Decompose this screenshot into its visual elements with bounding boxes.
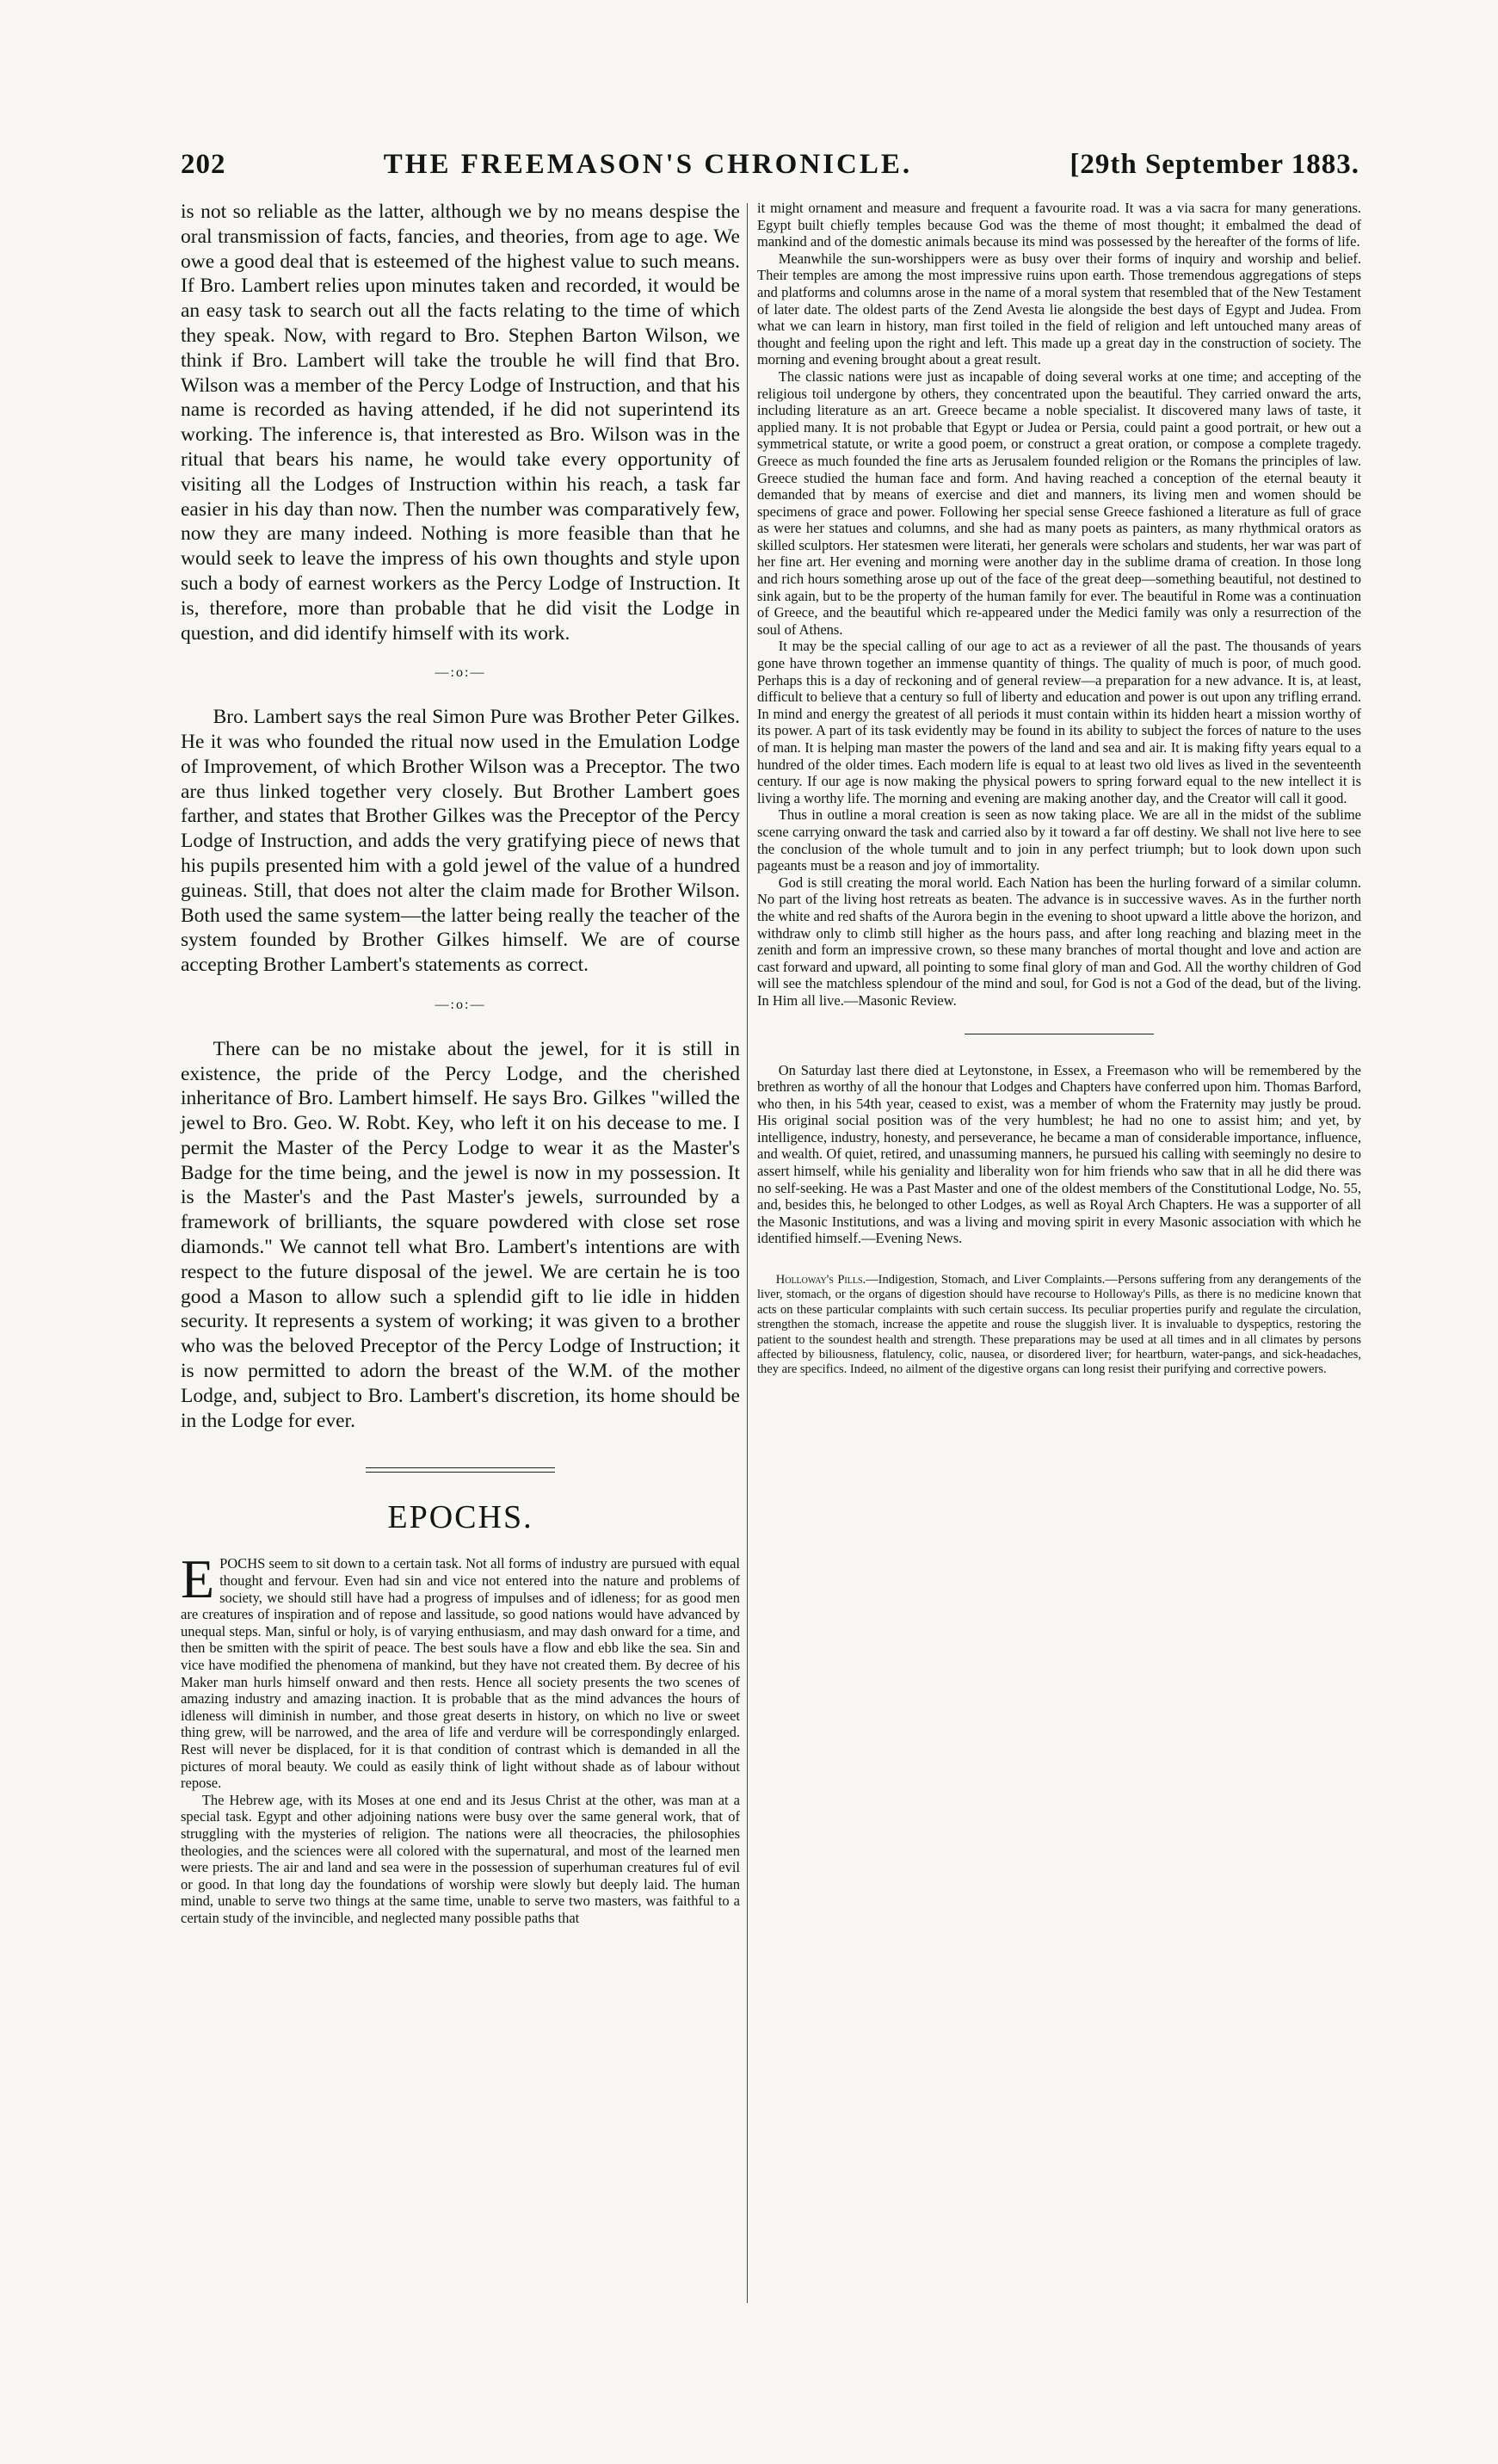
epochs-paragraph: it might ornament and measure and frequent a favourite road. It was a via sacra for many generations. Egypt built chiefly temples because God was the theme of most thought; it embalmed the dead of mankind and of the domestic animals because its mind was possessed by the hereafter of the forms of life. xyxy=(757,200,1361,250)
right-column xyxy=(757,200,1361,1378)
epochs-paragraph: Meanwhile the sun-worshippers were as busy over their forms of inquiry and worship and belief. Their temples are among the most impressive ruins upon earth. Those tremendous aggregations of steps and platforms and columns arose in the name of a moral system that resembled that of the New Testament of later date. The oldest parts of the Zend Avesta lie alongside the best days of Egypt and Judea. From what we can learn in history, man first toiled in the field of religion and left untouched many areas of thought and feeling upon the right and left. This made up a great day in the construction of society. The morning and evening brought about a great result. xyxy=(757,250,1361,368)
drop-cap: E xyxy=(181,1548,215,1610)
epochs-heading-block xyxy=(181,1467,740,1536)
section-heading: EPOCHS. xyxy=(387,1499,533,1536)
left-column xyxy=(181,200,740,1927)
section-separator: —:o:— xyxy=(435,997,486,1012)
article-paragraph: There can be no mistake about the jewel, for it is still in existence, the pride of the Percy Lodge, and the cherished inheritance of Bro. Lambert himself. He says Bro. Gilkes "willed the jewel to Bro. Geo. W. Robt. Key, who left it on his decease to me. I permit the Master of the Percy Lodge to wear it as the Master's Badge for the time being, and the jewel is now in my possession. It is the Master's and the Past Master's jewels, surrounded by a framework of brilliants, the square powdered with close set rose diamonds." We cannot tell what Bro. Lambert's intentions are with respect to the future disposal of the jewel. We are certain he is too good a Mason to allow such a splendid gift to lie idle in hidden security. It represents a system of working; it was given to a brother who was the beloved Preceptor of the Percy Lodge of Instruction; it is now permitted to adorn the breast of the W.M. of the mother Lodge, and, subject to Bro. Lambert's discretion, its home should be in the Lodge for ever. xyxy=(181,1037,740,1432)
article-paragraph: Bro. Lambert says the real Simon Pure was Brother Peter Gilkes. He it was who founded the ritual now used in the Emulation Lodge of Improvement, of which Brother Wilson was a Preceptor. The two are thus linked together very closely. But Brother Lambert goes farther, and states that Brother Gilkes was the Preceptor of the Percy Lodge of Instruction, and adds the very gratifying piece of news that his pupils presented him with a gold jewel of the value of a hundred guineas. Still, that does not alter the claim made for Brother Wilson. Both used the same system—the latter being really the teacher of the system founded by Brother Gilkes himself. We are of course accepting Brother Lambert's statements as correct. xyxy=(181,706,740,977)
advertisement-lead: Holloway's Pills. xyxy=(775,1273,866,1288)
advertisement-body: —Indigestion, Stomach, and Liver Complaints.—Persons suffering from any derangements of the liver, stomach, or the organs of digestion should have recourse to Holloway's Pills, as there is no medicine known that acts on these particular complaints with such certain success. Its peculiar properties purify and regulate the circulation, strengthen the stomach, increase the appetite and rouse the sluggish liver. It is invaluable to dyspeptics, restoring the patient to the soundest health and strength. These preparations may be used at all times and in all climates by persons affected by biliousness, flatulency, colic, nausea, or disordered liver; for heartburn, water-pangs, and sick-headaches, they are specifics. Indeed, no ailment of the digestive organs can long resist their purifying and corrective powers. xyxy=(757,1273,1361,1377)
page-number: 202 xyxy=(181,149,226,180)
article-paragraph: is not so reliable as the latter, although we by no means despise the oral transmission of facts, fancies, and theories, from age to age. We owe a good deal that is esteemed of the highest value to such means. If Bro. Lambert relies upon minutes taken and recorded, it would be an easy task to search out all the facts relating to the time of which they speak. Now, with regard to Bro. Stephen Barton Wilson, we think if Bro. Lambert will take the trouble he will find that Bro. Wilson was a member of the Percy Lodge of Instruction, and that his name is recorded as having attended, if he did not superintend its working. The inference is, that interested as Bro. Wilson was in the ritual that bears his name, he would take every opportunity of visiting all the Lodges of Instruction within his reach, a task far easier in his day than now. Then the number was comparatively few, now they are many indeed. Nothing is more feasible than that he would seek to leave the impress of his own thoughts and style upon such a body of earnest workers as the Percy Lodge of Instruction. It is, therefore, more than probable that he did visit the Lodge in question, and did identify himself with its work. xyxy=(181,201,740,645)
obituary-paragraph: On Saturday last there died at Leytonstone, in Essex, a Freemason who will be remembered by the brethren as worthy of all the honour that Lodges and Chapters have conferred upon him. Thomas Barford, who then, in his 54th year, ceased to exist, was a member of whom the Fraternity may justly be proud. His original social position was of the very humblest; he had no one to assist him; and yet, by intelligence, industry, honesty, and perseverance, he became a man of considerable importance, influence, and wealth. Of quiet, retired, and unassuming manners, he pursued his calling with seemingly no desire to assert himself, while his geniality and liberality won for him friends who saw that in all he did there was no self-seeking. He was a Past Master and one of the oldest members of the Constitutional Lodge, No. 55, and, besides this, he belonged to other Lodges, as well as Royal Arch Chapters. He was a supporter of all the Masonic Institutions, and was a living and moving spirit in every Masonic association with which he identified himself.—Evening News. xyxy=(757,1061,1361,1247)
publication-title: THE FREEMASON'S CHRONICLE. xyxy=(383,149,913,180)
epochs-paragraph xyxy=(181,1548,740,1792)
heading-rule xyxy=(366,1472,555,1473)
column-divider xyxy=(747,203,748,2303)
heading-rule xyxy=(366,1467,555,1468)
epochs-paragraph: It may be the special calling of our age to act as a reviewer of all the past. The thousands of years gone have thrown together an immense quantity of things. The quality of much is poor, of much good. Perhaps this is a day of reckoning and of general review—a preparation for a new advance. It is, at least, difficult to believe that a century so full of liberty and education and power is out upon any trifling errand. In mind and energy the greatest of all periods it must contain within its hidden heart a mission worthy of its power. A part of its task evidently may be found in its ability to subject the forces of nature to the uses of man. It is helping man master the powers of the land and sea and air. It is making fifty years equal to a hundred of the older times. Each modern life is equal to at least two old lives as lived in the seventeenth century. If our age is now making the physical powers to spring forward equal to the new intellect it is living a worthy life. The morning and evening are making another day, and the Creator will call it good. xyxy=(757,638,1361,806)
masthead xyxy=(181,129,1359,181)
epochs-paragraph: God is still creating the moral world. Each Nation has been the hurling forward of a similar column. No part of the living host retreats as beaten. The advance is in successive waves. As in the further north the white and red shafts of the Aurora begin in the evening to shoot upward a little above the horizon, and withdraw only to climb still higher as the hours pass, and after long reaching and blazing meet in the zenith and form an impressive crown, so these many branches of mortal thought and love and action are cast forward and upward, all pointing to some final glory of man and God. All the worthy children of God will see the matchless splendour of the mind and soul, for God is not a God of the dead, but of the living. In Him all live.—Masonic Review. xyxy=(757,874,1361,1009)
epochs-paragraph: The Hebrew age, with its Moses at one end and its Jesus Christ at the other, was man at a special task. Egypt and other adjoining nations were busy over the same general work, that of struggling with the mysteries of religion. The nations were all theocracies, the philosophies theologies, and the sciences were all colored with the supernatural, and most of the learned men were priests. The air and land and sea were in the possession of superhuman creatures ful of evil or good. In that long day the foundations of worship were slowly but deeply laid. The human mind, unable to serve two things at the same time, unable to serve two masters, was faithful to a certain study of the invincible, and neglected many possible paths that xyxy=(181,1791,740,1926)
issue-date: [29th September 1883. xyxy=(1070,149,1359,180)
section-separator: —:o:— xyxy=(435,665,486,681)
advertisement-text xyxy=(757,1273,1361,1378)
epochs-text: POCHS seem to sit down to a certain task. Not all forms of industry are pursued with equal thought and fervour. Even had sin and vice not entered into the nature and problems of society, we should still have had a progress of impulses and of idleness; for as good men are creatures of inspiration and of repose and lassitude, so good nations would have advanced by unequal steps. Man, sinful or holy, is of varying enthusiasm, and may dash onward for a time, and then be smitten with the spirit of peace. The best souls have a flow and ebb like the sea. Sin and vice have modified the phenomena of mankind, but they have not created them. By decree of his Maker man hurls himself onward and then rests. Hence all society presents the two scenes of amazing industry and amazing inaction. It is probable that as the mind advances the hours of idleness will diminish in number, and those great deserts in history, on which no live or sweet thing grew, will be narrowed, and the area of life and verdure will be correspondingly enlarged. Rest will never be displaced, for it is that condition of contrast which is demanded in all the pictures of moral beauty. We could as easily think of light without shade as of labour without repose. xyxy=(181,1555,740,1792)
epochs-paragraph: Thus in outline a moral creation is seen as now taking place. We are all in the midst of the sublime scene carrying onward the task and carried also by it toward a far off destiny. We shall not live here to see the conclusion of the whole tumult and to join in any perfect triumph; but to look down upon such pageants must be a reason and joy of immortality. xyxy=(757,806,1361,874)
advertisement xyxy=(757,1273,1361,1378)
epochs-paragraph: The classic nations were just as incapable of doing several works at one time; and accepting of the religious toil undergone by others, they concentrated upon the beautiful. They carried onward the arts, including literature as an art. Greece became a noble specialist. It discovered many laws of taste, it applied many. It is not probable that Egypt or Judea or Persia, could paint a good portrait, or hew out a symmetrical statute, or write a good poem, or construct a great oration, or compose a complete tragedy. Greece as much founded the fine arts as Jerusalem founded religion or the Romans the principles of law. Greece studied the human face and form. And having reached a conception of the eternal beauty it demanded that by means of exercise and diet and manners, its living men and women should be specimens of grace and power. Following her special sense Greece fashioned a literature as full of grace as were her statues and columns, and she had as many poets as painters, as many rhythmical orators as skilled sculptors. Her statesmen were literati, her generals were scholars and students, her war was part of her fine art. Her evening and morning were another day in the sublime drama of creation. In those long and rich hours something arose up out of the face of the great deep—something beautiful, not destined to sink again, but to be the property of the human family for ever. The beautiful in Rome was a continuation of Greece, and the beautiful which re-appeared under the Medici family was only a resurrection of the soul of Athens. xyxy=(757,367,1361,638)
